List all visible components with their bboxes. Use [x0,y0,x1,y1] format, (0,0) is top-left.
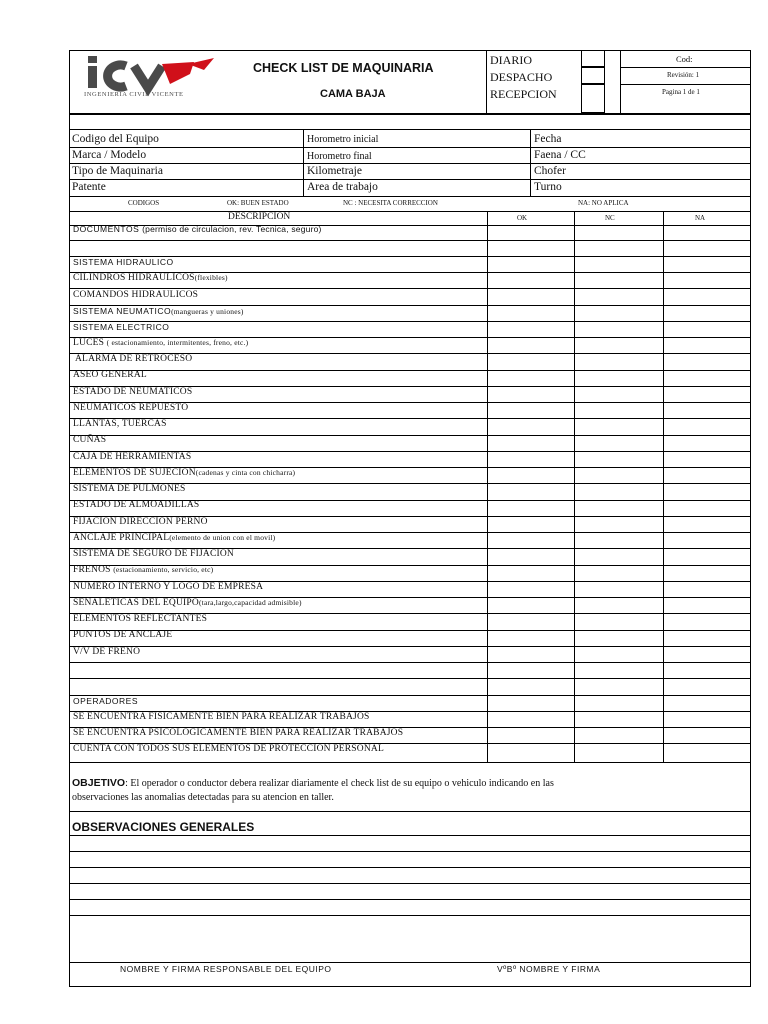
option-despacho: DESPACHO [490,70,553,84]
field-codigo-equipo[interactable]: Codigo del Equipo [72,133,159,145]
item-reflectantes: ELEMENTOS REFLECTANTES [73,614,208,624]
checkbox-despacho[interactable] [581,67,605,84]
field-fecha[interactable]: Fecha [534,133,562,145]
option-diario: DIARIO [490,53,532,67]
form-title: CHECK LIST DE MAQUINARIA [253,61,434,75]
firma-vobo: VºBº NOMBRE Y FIRMA [497,964,601,974]
table-row-line [69,288,751,289]
item-sistema-hidraulico: SISTEMA HIDRAULICO [73,257,174,267]
item-cilindros: CILINDROS HIDRAULICOS(flexibles) [73,273,228,283]
field-kilometraje[interactable]: Kilometraje [307,165,362,177]
field-faena-cc[interactable]: Faena / CC [534,149,586,161]
checkbox-recepcion[interactable] [581,84,605,113]
field-area-trabajo[interactable]: Area de trabajo [307,181,378,193]
logo-subtitle: INGENIERÍA CIVIL VICENTE [84,91,184,98]
table-row-line [69,678,751,679]
objetivo-text-2: observaciones las anomalias detectadas para su atencion en taller. [72,792,334,803]
col-descripcion: DESCRIPCION [228,212,291,222]
col-na: NA [695,214,706,222]
item-puntos-anclaje: PUNTOS DE ANCLAJE [73,630,173,640]
item-luces: LUCES ( estacionamiento, intermitentes, freno, etc.) [73,338,249,348]
item-fisicamente: SE ENCUENTRA FISICAMENTE BIEN PARA REALIZAR TRABAJOS [73,712,370,722]
field-tipo-maquinaria[interactable]: Tipo de Maquinaria [72,165,163,177]
item-documentos: DOCUMENTOS (permiso de circulacion, rev. Tecnica, seguro) [73,224,322,234]
table-row-line [69,646,751,647]
item-vv-freno: V/V DE FRENO [73,647,141,657]
objetivo-text: OBJETIVO: El operador o conductor debera realizar diariamente el check list de su equipo o vehiculo indicando en las [72,777,554,789]
item-frenos: FRENOS (estacionamiento, servicio, etc) [73,565,214,575]
item-comandos: COMANDOS HIDRAULICOS [73,290,199,300]
table-row-line [69,662,751,663]
item-caja-herramientas: CAJA DE HERRAMIENTAS [73,452,192,462]
option-recepcion: RECEPCION [490,87,557,101]
codes-label: CODIGOS [128,199,160,207]
revision-label: Revisión: 1 [667,71,700,79]
field-horometro-final[interactable]: Horometro final [307,151,372,162]
item-alarma: ALARMA DE RETROCESO [75,354,193,364]
checkbox-diario[interactable] [581,50,605,67]
table-row-line [69,418,751,419]
item-anclaje: ANCLAJE PRINCIPAL(elemento de union con el movil) [73,533,276,543]
col-ok: OK [517,214,528,222]
item-neumatico: SISTEMA NEUMATICO(mangueras y uniones) [73,306,244,316]
cod-label: Cod: [676,54,693,64]
item-fijacion: FIJACION DIRECCION PERNO [73,517,208,527]
observaciones-title: OBSERVACIONES GENERALES [72,820,255,834]
item-operadores: OPERADORES [73,696,138,706]
item-estado-neumaticos: ESTADO DE NEUMATICOS [73,387,193,397]
field-patente[interactable]: Patente [72,181,106,193]
item-senaleticas: SEÑALETICAS DEL EQUIPO(tara,largo,capacidad admisible) [73,598,302,608]
item-almohadillas: ESTADO DE ALMOADILLAS [73,500,200,510]
table-row-line [69,240,751,241]
field-chofer[interactable]: Chofer [534,165,566,177]
firma-responsable: NOMBRE Y FIRMA RESPONSABLE DEL EQUIPO [120,964,332,974]
item-seguro-fijacion: SISTEMA DE SEGURO DE FIJACION [73,549,234,559]
observaciones-area[interactable] [70,836,750,962]
item-sistema-electrico: SISTEMA ELECTRICO [73,322,170,332]
table-row-line [69,321,751,322]
table-row-line [69,370,751,371]
table-row-line [69,695,751,696]
item-proteccion: CUENTA CON TODOS SUS ELEMENTOS DE PROTECCION PERSONAL [73,744,384,754]
item-llantas: LLANTAS, TUERCAS [73,419,167,429]
item-neumaticos-repuesto: NEUMATICOS REPUESTO [73,403,189,413]
table-row-line [69,435,751,436]
item-cunas: CUÑAS [73,435,107,445]
field-turno[interactable]: Turno [534,181,562,193]
page-label: Pagina 1 de 1 [662,88,700,96]
company-logo [82,54,226,104]
code-nc: NC : NECESITA CORRECCION [343,199,438,207]
code-na: NA: NO APLICA [578,199,629,207]
field-marca-modelo[interactable]: Marca / Modelo [72,149,147,161]
item-aseo: ASEO GENERAL [73,370,147,380]
field-horometro-inicial[interactable]: Horometro inicial [307,134,379,145]
code-ok: OK: BUEN ESTADO [227,199,289,207]
form-subtitle: CAMA BAJA [320,88,386,100]
item-pulmones: SISTEMA DE PULMONES [73,484,186,494]
item-sujecion: ELEMENTOS DE SUJECION(cadenas y cinta con chicharra) [73,468,296,478]
item-psicologicamente: SE ENCUENTRA PSICOLOGICAMENTE BIEN PARA REALIZAR TRABAJOS [73,728,404,738]
item-numero-interno: NUMERO INTERNO Y LOGO DE EMPRESA [73,582,264,592]
col-nc: NC [605,214,615,222]
